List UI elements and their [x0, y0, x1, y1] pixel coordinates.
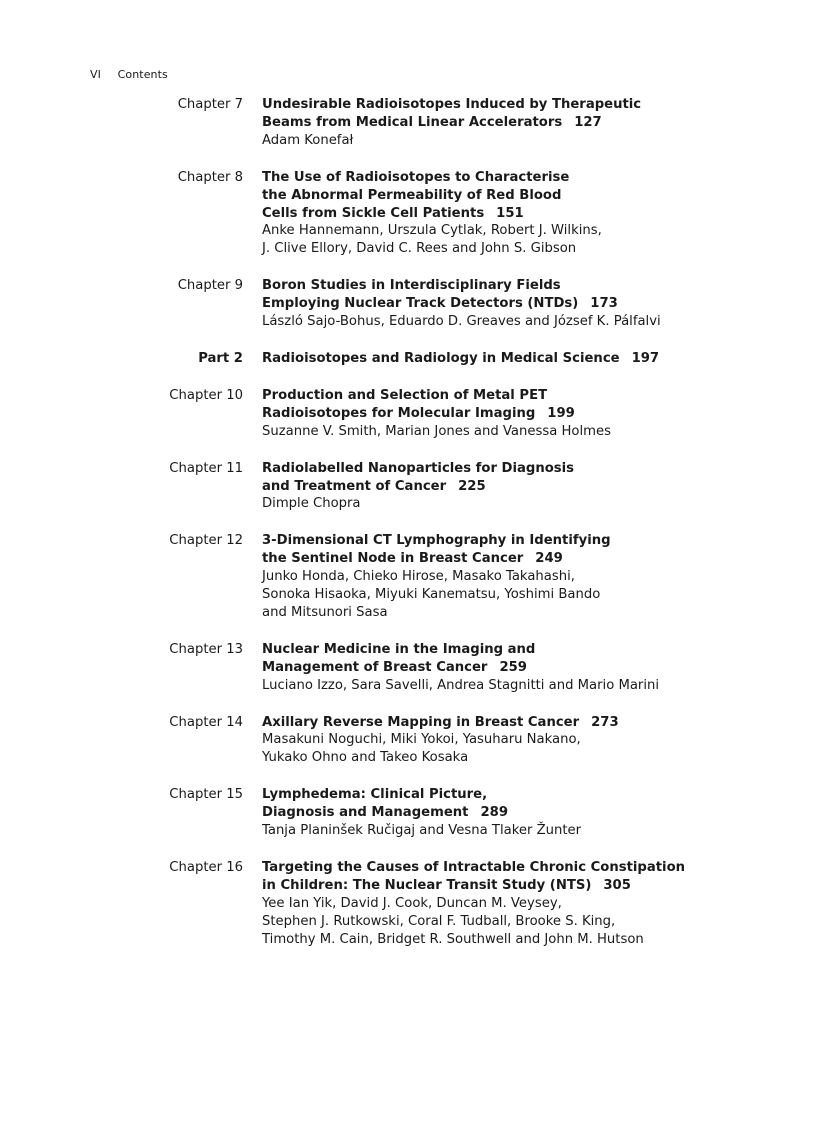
entry-body — [262, 169, 762, 259]
toc-chapter-entry[interactable] — [0, 387, 816, 441]
entry-spacer — [0, 258, 816, 277]
chapter-label: Chapter 16 — [169, 860, 243, 875]
entry-page-number: 259 — [499, 659, 527, 675]
entry-authors-line: Anke Hannemann, Urszula Cytlak, Robert J. Wilkins, — [262, 223, 602, 239]
entry-title-line — [262, 387, 762, 405]
entry-title-line — [262, 96, 762, 114]
running-head — [90, 68, 168, 82]
entry-body — [262, 641, 762, 695]
entry-title-line — [262, 350, 762, 368]
chapter-label: Chapter 15 — [169, 787, 243, 803]
entry-body — [262, 277, 762, 331]
entry-spacer — [0, 695, 816, 714]
entry-title-text: Employing Nuclear Track Detectors (NTDs) — [262, 296, 579, 312]
toc-chapter-entry[interactable] — [0, 714, 816, 768]
entry-spacer — [0, 368, 816, 387]
entry-title-text: in Children: The Nuclear Transit Study (NTS) — [262, 877, 592, 893]
entry-authors-line: Adam Konefał — [262, 132, 354, 148]
running-head-section: Contents — [117, 68, 168, 81]
entry-body — [262, 387, 762, 441]
entry-title-line — [262, 859, 762, 877]
entry-page-number: 199 — [547, 405, 575, 421]
entry-title-line — [262, 295, 762, 313]
chapter-label: Chapter 9 — [177, 278, 243, 294]
entry-title-text: Radioisotopes and Radiology in Medical Science — [262, 350, 620, 366]
entry-page-number: 173 — [590, 296, 618, 312]
entry-title-text: the Abnormal Permeability of Red Blood — [262, 187, 562, 203]
toc-part-entry[interactable] — [0, 350, 816, 368]
entry-authors-line: and Mitsunori Sasa — [262, 604, 388, 620]
toc-chapter-entry[interactable] — [0, 641, 816, 695]
entry-title-text: Axillary Reverse Mapping in Breast Cancer — [262, 714, 580, 730]
entry-page-number: 127 — [574, 114, 602, 130]
entry-spacer — [0, 622, 816, 641]
toc-chapter-entry[interactable] — [0, 786, 816, 840]
entry-title-line — [262, 659, 762, 677]
entry-body — [262, 859, 762, 949]
chapter-label: Chapter 10 — [169, 387, 243, 403]
entry-title-text: Boron Studies in Interdisciplinary Fields — [262, 278, 561, 294]
entry-spacer — [0, 441, 816, 460]
table-of-contents — [0, 96, 816, 949]
entry-authors-line: László Sajo-Bohus, Eduardo D. Greaves and József K. Pálfalvi — [262, 314, 661, 330]
entry-authors-line: Dimple Chopra — [262, 496, 361, 512]
entry-page-number: 197 — [631, 350, 660, 366]
entry-title-text: Cells from Sickle Cell Patients — [262, 205, 485, 221]
chapter-label: Chapter 8 — [177, 169, 243, 185]
entry-title-line — [262, 804, 762, 822]
entry-page-number: 289 — [480, 805, 508, 821]
entry-title-line — [262, 277, 762, 295]
entry-authors-line: Stephen J. Rutkowski, Coral F. Tudball, Brooke S. King, — [262, 913, 616, 929]
entry-title-text: Targeting the Causes of Intractable Chronic Constipation — [262, 860, 686, 875]
entry-spacer — [0, 513, 816, 532]
toc-chapter-entry[interactable] — [0, 460, 816, 514]
entry-title-text: Diagnosis and Management — [262, 805, 469, 821]
entry-authors-line: Sonoka Hisaoka, Miyuki Kanematsu, Yoshimi Bando — [262, 587, 601, 603]
entry-title-line — [262, 187, 762, 205]
chapter-label: Chapter 14 — [169, 714, 243, 730]
entry-title-text: 3-Dimensional CT Lymphography in Identifying — [262, 533, 611, 549]
entry-title-line — [262, 641, 762, 659]
toc-chapter-entry[interactable] — [0, 859, 816, 949]
entry-spacer — [0, 767, 816, 786]
entry-title-text: the Sentinel Node in Breast Cancer — [262, 551, 524, 567]
entry-body — [262, 532, 762, 622]
entry-title-text: Radioisotopes for Molecular Imaging — [262, 405, 536, 421]
entry-title-line — [262, 114, 762, 132]
chapter-label: Chapter 7 — [177, 97, 243, 112]
entry-page-number: 273 — [591, 714, 619, 730]
entry-authors-line: Masakuni Noguchi, Miki Yokoi, Yasuharu Nakano, — [262, 732, 581, 748]
entry-page-number: 249 — [535, 551, 563, 567]
entry-title-line — [262, 877, 762, 895]
entry-body — [262, 350, 762, 368]
chapter-label: Chapter 11 — [169, 460, 243, 476]
chapter-label: Chapter 12 — [169, 533, 243, 549]
entry-authors-line: Timothy M. Cain, Bridget R. Southwell and John M. Hutson — [262, 931, 644, 947]
toc-chapter-entry[interactable] — [0, 277, 816, 331]
entry-page-number: 151 — [496, 205, 524, 221]
entry-authors-line: Yukako Ohno and Takeo Kosaka — [262, 750, 469, 766]
entry-body — [262, 96, 762, 150]
entry-title-line — [262, 460, 762, 478]
chapter-label: Chapter 13 — [169, 641, 243, 657]
entry-title-text: Radiolabelled Nanoparticles for Diagnosis — [262, 460, 575, 476]
entry-title-line — [262, 550, 762, 568]
entry-title-text: Management of Breast Cancer — [262, 659, 488, 675]
entry-authors-line: J. Clive Ellory, David C. Rees and John S. Gibson — [262, 241, 577, 257]
entry-authors-line: Suzanne V. Smith, Marian Jones and Vanessa Holmes — [262, 423, 611, 439]
entry-body — [262, 460, 762, 514]
entry-title-text: Undesirable Radioisotopes Induced by Therapeutic — [262, 97, 642, 112]
entry-title-line — [262, 532, 762, 550]
part-label: Part 2 — [198, 350, 243, 366]
toc-chapter-entry[interactable] — [0, 532, 816, 622]
entry-spacer — [0, 331, 816, 350]
entry-page-number: 305 — [603, 877, 631, 893]
entry-title-line — [262, 405, 762, 423]
entry-title-text: Lymphedema: Clinical Picture, — [262, 787, 488, 803]
entry-body — [262, 786, 762, 840]
entry-spacer — [0, 840, 816, 859]
entry-spacer — [0, 150, 816, 169]
entry-title-line — [262, 714, 762, 732]
entry-title-text: Nuclear Medicine in the Imaging and — [262, 641, 536, 657]
entry-title-text: Production and Selection of Metal PET — [262, 387, 548, 403]
toc-chapter-entry[interactable] — [0, 96, 816, 150]
entry-title-line — [262, 169, 762, 187]
entry-title-line — [262, 786, 762, 804]
entry-title-text: and Treatment of Cancer — [262, 478, 447, 494]
entry-authors-line: Yee Ian Yik, David J. Cook, Duncan M. Veysey, — [262, 895, 562, 911]
entry-title-text: The Use of Radioisotopes to Characterise — [262, 169, 570, 185]
entry-title-line — [262, 478, 762, 496]
entry-authors-line: Luciano Izzo, Sara Savelli, Andrea Stagnitti and Mario Marini — [262, 677, 660, 693]
entry-authors-line: Junko Honda, Chieko Hirose, Masako Takahashi, — [262, 569, 575, 585]
entry-title-text: Beams from Medical Linear Accelerators — [262, 114, 563, 130]
entry-authors-line: Tanja Planinšek Ručigaj and Vesna Tlaker Žunter — [262, 823, 582, 839]
page-folio: VI — [90, 68, 101, 81]
entry-title-line — [262, 205, 762, 223]
entry-page-number: 225 — [458, 478, 486, 494]
entry-body — [262, 714, 762, 768]
toc-chapter-entry[interactable] — [0, 169, 816, 259]
